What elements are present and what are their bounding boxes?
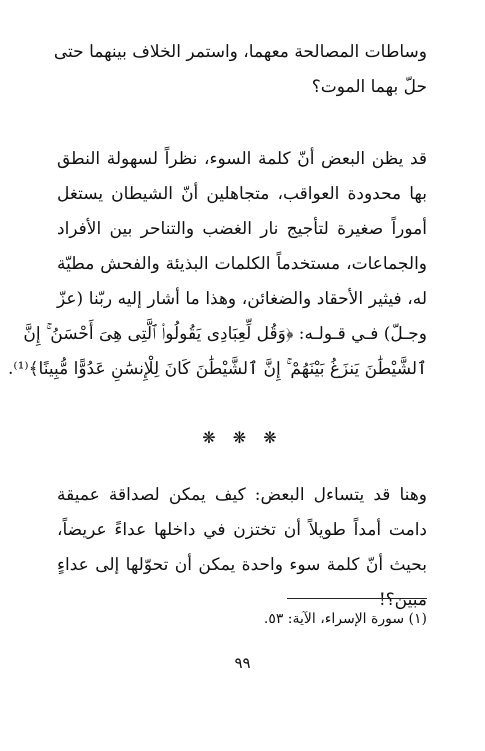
paragraph-line: حلّ بهما الموت؟	[311, 77, 427, 97]
paragraph-line: بها محدودة العواقب، متجاهلين أنّ الشيطان يستغل	[57, 184, 427, 204]
paragraph-line: مبين؟!	[378, 590, 427, 610]
paragraph-3	[57, 478, 427, 618]
paragraph-line: وهنا قد يتساءل البعض: كيف يمكن لصداقة عميقة	[57, 485, 427, 505]
paragraph-line: أموراً صغيرة لتأجيج نار الغضب والتناحر بين الأفراد	[57, 219, 427, 239]
paragraph-line: بحيث أنّ كلمة سوء واحدة يمكن أن تحوّلها إلى عداءٍ	[57, 555, 427, 575]
paragraph-line: قد يظن البعض أنّ كلمة السوء، نظراً لسهولة النطق	[57, 149, 427, 169]
paragraph-2	[7, 142, 427, 387]
paragraph-line: وساطات المصالحة معهما، واستمر الخلاف بينهما حتى	[53, 42, 427, 62]
paragraph-line: والجماعات، مستخدماً الكلمات البذيئة والفحش مطيّة	[57, 254, 427, 274]
quran-verse-line: وجـلّ) فـي قـولـه: ﴿وَقُل لِّعِبَادِى يَقُولُوا۟ ٱلَّتِى هِىَ أَحْسَنُ ۚ إِنَّ	[23, 324, 427, 344]
footnote-rule	[287, 598, 427, 599]
paragraph-line: له، فيثير الأحقاد والضغائن، وهذا ما أشار إليه ربّنا (عزّ	[57, 289, 427, 309]
paragraph-1	[53, 35, 427, 105]
quran-verse-line: ٱلشَّيْطَٰنَ يَنزَغُ بَيْنَهُمْ ۚ إِنَّ ٱلشَّيْطَٰنَ كَانَ لِلْإِنسَٰنِ عَدُوًّا مُّبِينًا﴾⁽¹⁾.	[7, 359, 427, 379]
paragraph-line: دامت أمداً طويلاً أن تختزن في داخلها عداءً عريضاً،	[57, 520, 427, 540]
footnote: (١) سورة الإسراء، الآية: ٥٣.	[263, 611, 427, 627]
page-number: ٩٩	[234, 654, 251, 672]
section-separator: ❋ ❋ ❋	[202, 428, 283, 447]
